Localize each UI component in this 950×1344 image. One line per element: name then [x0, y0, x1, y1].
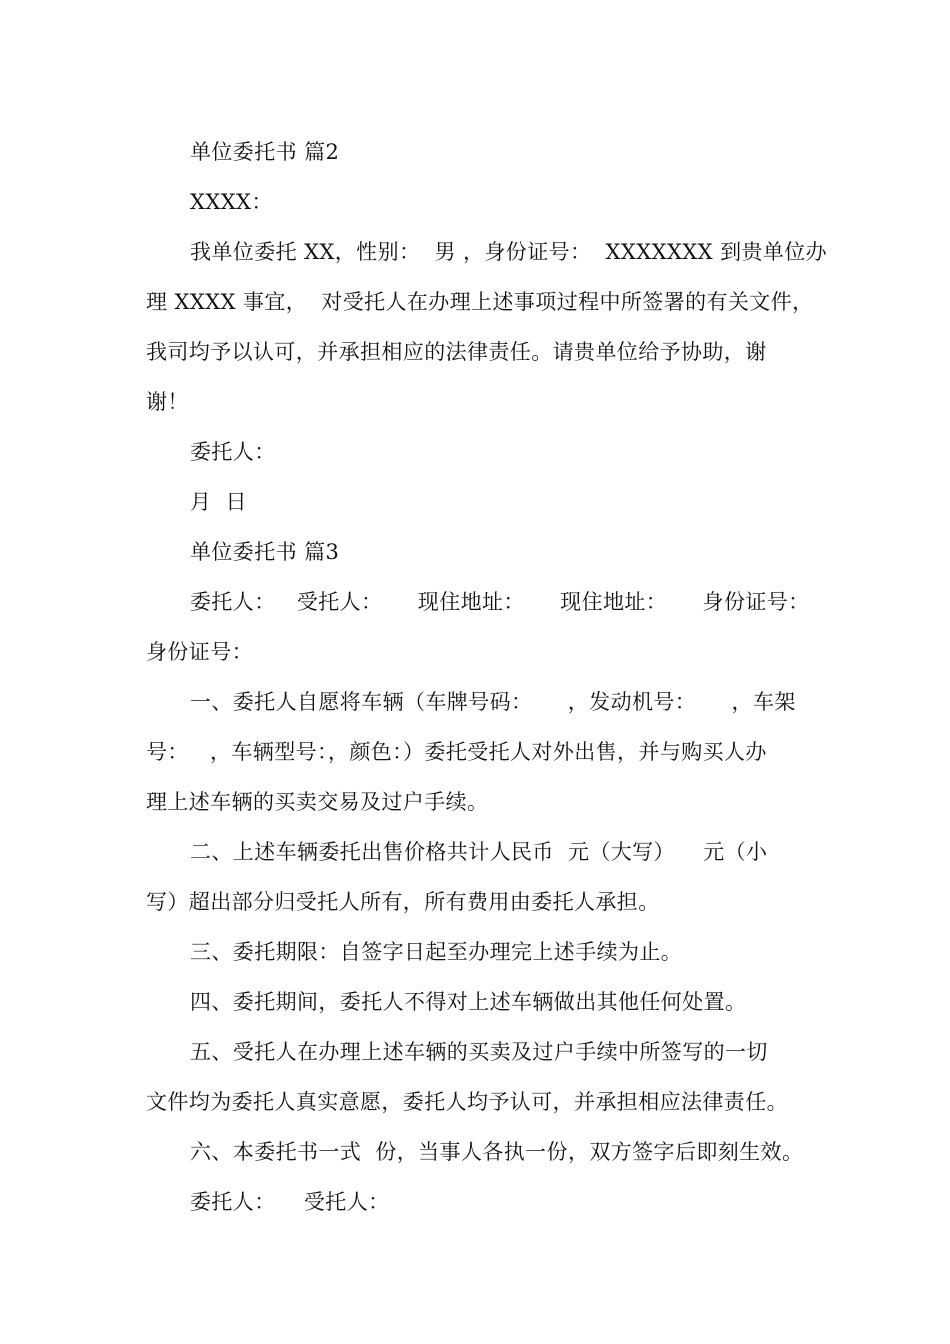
section2-date: 月 日	[190, 490, 247, 514]
section3-item5-line-1: 五、受托人在办理上述车辆的买卖及过户手续中所签写的一切	[190, 1040, 768, 1064]
section3-item2-line-2: 写）超出部分归受托人所有，所有费用由委托人承担。	[146, 890, 660, 914]
section3-item2-line-1: 二、上述车辆委托出售价格共计人民币 元（大写） 元（小	[190, 840, 768, 864]
section3-parties-line-2: 身份证号：	[146, 640, 253, 664]
section2-principal: 委托人：	[190, 440, 276, 464]
section2-title: 单位委托书 篇2	[190, 140, 340, 164]
section2-body-line-4: 谢！	[146, 390, 189, 414]
section2-body-line-3: 我司均予以认可，并承担相应的法律责任。请贵单位给予协助，谢	[146, 340, 767, 364]
section3-item1-line-1: 一、委托人自愿将车辆（车牌号码： ，发动机号： ，车架	[190, 690, 796, 714]
section3-item6: 六、本委托书一式 份，当事人各执一份，双方签字后即刻生效。	[190, 1140, 804, 1164]
section3-item4: 四、委托期间，委托人不得对上述车辆做出其他任何处置。	[190, 990, 747, 1014]
section3-item5-line-2: 文件均为委托人真实意愿，委托人均予认可，并承担相应法律责任。	[146, 1090, 788, 1114]
section3-title: 单位委托书 篇3	[190, 540, 340, 564]
section2-addressee: XXXX：	[190, 190, 273, 214]
section3-parties-line-1: 委托人： 受托人： 现住地址： 现住地址： 身份证号：	[190, 590, 810, 614]
section2-body-line-2: 理 XXXX 事宜， 对受托人在办理上述事项过程中所签署的有关文件，	[146, 290, 814, 314]
section3-item3: 三、委托期限：自签字日起至办理完上述手续为止。	[190, 940, 683, 964]
section3-signatures: 委托人： 受托人：	[190, 1190, 390, 1214]
section3-item1-line-2: 号： ，车辆型号：，颜色：）委托受托人对外出售，并与购买人办	[146, 740, 767, 764]
section2-body-line-1: 我单位委托 XX，性别： 男 ，身份证号： XXXXXXX 到贵单位办	[190, 240, 828, 264]
section3-item1-line-3: 理上述车辆的买卖交易及过户手续。	[146, 790, 489, 814]
